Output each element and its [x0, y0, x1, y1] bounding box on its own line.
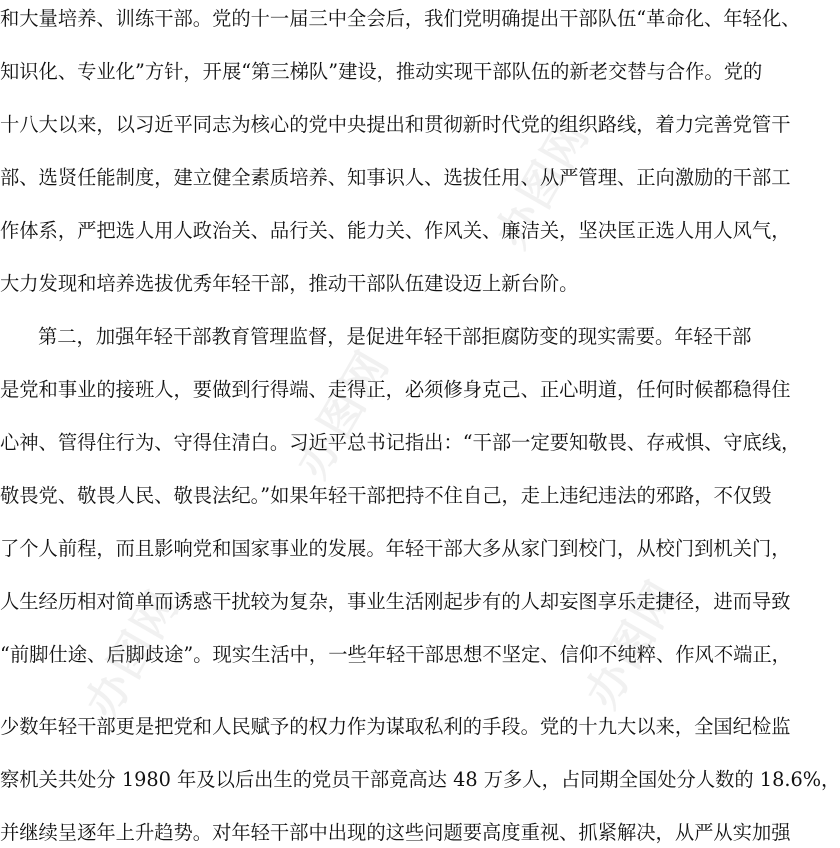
- paragraph-first-line: 第二，加强年轻干部教育管理监督，是促进年轻干部拒腐防变的现实需要。年轻干部: [38, 325, 752, 348]
- text-line: 知识化、专业化”方针，开展“第三梯队”建设，推动实现干部队伍的新老交替与合作。党的: [0, 60, 763, 83]
- text-line: 人生经历相对简单而诱惑干扰较为复杂，事业生活刚起步有的人却妄图享乐走捷径，进而导致: [0, 590, 791, 613]
- text-line: “前脚仕途、后脚歧途”。现实生活中，一些年轻干部思想不坚定、信仰不纯粹、作风不端正，: [0, 643, 791, 666]
- watermark: 办图网: [486, 111, 600, 257]
- text-line: 是党和事业的接班人，要做到行得端、走得正，必须修身克己、正心明道，任何时候都稳得住: [0, 378, 791, 401]
- watermark: 办图网: [576, 571, 690, 717]
- text-line: 少数年轻干部更是把党和人民赋予的权力作为谋取私利的手段。党的十九大以来，全国纪检监: [0, 715, 791, 738]
- text-line: 察机关共处分 1980 年及以后出生的党员干部竟高达 48 万多人，占同期全国处分人数的 18.6%，: [0, 768, 840, 791]
- text-line: 并继续呈逐年上升趋势。对年轻干部中出现的这些问题要高度重视、抓紧解决，从严从实加强: [0, 821, 791, 844]
- text-line: 了个人前程，而且影响党和国家事业的发展。年轻干部大多从家门到校门，从校门到机关门，: [0, 537, 791, 560]
- text-line: 作体系，严把选人用人政治关、品行关、能力关、作风关、廉洁关，坚决匡正选人用人风气，: [0, 219, 791, 242]
- text-line: 大力发现和培养选拔优秀年轻干部，推动干部队伍建设迈上新台阶。: [0, 272, 579, 295]
- text-line: 和大量培养、训练干部。党的十一届三中全会后，我们党明确提出干部队伍“革命化、年轻化、: [0, 7, 801, 30]
- text-line: 十八大以来，以习近平同志为核心的党中央提出和贯彻新时代党的组织路线，着力完善党管干: [0, 113, 791, 136]
- watermark: 办图网: [286, 341, 400, 487]
- watermark: 办图网: [76, 581, 190, 727]
- text-line: 敬畏党、敬畏人民、敬畏法纪。”如果年轻干部把持不住自己，走上违纪违法的邪路，不仅毁: [0, 484, 772, 507]
- text-line: 部、选贤任能制度，建立健全素质培养、知事识人、选拔任用、从严管理、正向激励的干部工: [0, 166, 791, 189]
- text-line: 心神、管得住行为、守得住清白。习近平总书记指出：“干部一定要知敬畏、存戒惧、守底线，: [0, 431, 801, 454]
